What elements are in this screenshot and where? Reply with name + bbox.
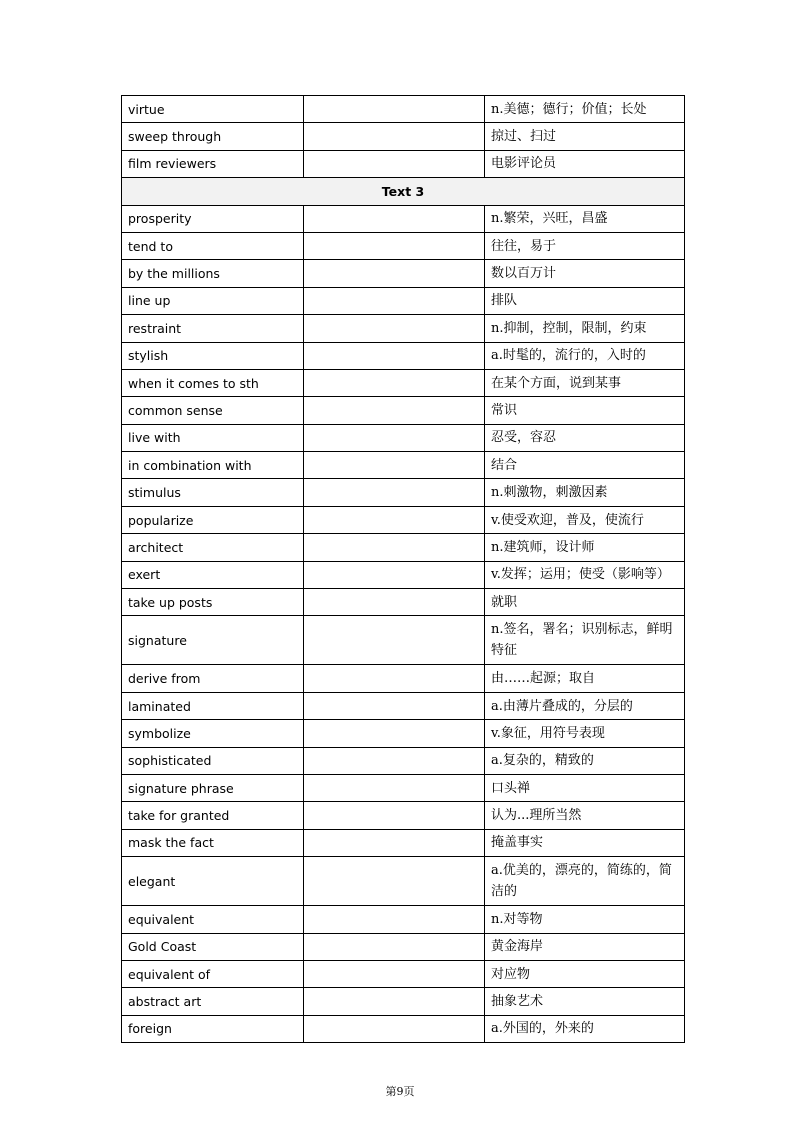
chinese-definition: n.刺激物，刺激因素 [485,479,685,506]
english-term: laminated [122,692,304,719]
blank-cell [304,960,485,987]
blank-cell [304,747,485,774]
table-row [122,96,685,123]
english-term: by the millions [122,260,304,287]
blank-cell [304,397,485,424]
chinese-definition: n.美德；德行；价值；长处 [485,96,685,123]
table-row [122,397,685,424]
chinese-definition: 由……起源；取自 [485,665,685,692]
english-term: sweep through [122,123,304,150]
table-row [122,452,685,479]
blank-cell [304,479,485,506]
table-row [122,774,685,801]
english-term: when it comes to sth [122,369,304,396]
chinese-definition: v.使受欢迎，普及，使流行 [485,506,685,533]
english-term: elegant [122,857,304,906]
blank-cell [304,561,485,588]
table-row [122,906,685,933]
chinese-definition: 数以百万计 [485,260,685,287]
english-term: restraint [122,315,304,342]
english-term: stylish [122,342,304,369]
blank-cell [304,665,485,692]
chinese-definition: n.繁荣，兴旺，昌盛 [485,205,685,232]
blank-cell [304,857,485,906]
english-term: exert [122,561,304,588]
chinese-definition: a.外国的，外来的 [485,1015,685,1042]
blank-cell [304,534,485,561]
table-row [122,616,685,665]
chinese-definition: 就职 [485,589,685,616]
english-term: equivalent of [122,960,304,987]
english-term: symbolize [122,720,304,747]
english-term: common sense [122,397,304,424]
blank-cell [304,906,485,933]
chinese-definition: a.时髦的，流行的，入时的 [485,342,685,369]
english-term: take up posts [122,589,304,616]
english-term: prosperity [122,205,304,232]
blank-cell [304,692,485,719]
chinese-definition: n.建筑师，设计师 [485,534,685,561]
english-term: film reviewers [122,150,304,177]
table-row [122,857,685,906]
table-row [122,747,685,774]
blank-cell [304,232,485,259]
chinese-definition: v.象征，用符号表现 [485,720,685,747]
table-row [122,933,685,960]
vocabulary-table-body [122,96,685,1043]
chinese-definition: n.签名，署名；识别标志，鲜明特征 [485,616,685,665]
english-term: virtue [122,96,304,123]
english-term: architect [122,534,304,561]
blank-cell [304,1015,485,1042]
table-row [122,960,685,987]
english-term: line up [122,287,304,314]
english-term: Gold Coast [122,933,304,960]
chinese-definition: n.抑制，控制，限制，约束 [485,315,685,342]
english-term: foreign [122,1015,304,1042]
blank-cell [304,616,485,665]
chinese-definition: 往往，易于 [485,232,685,259]
english-term: derive from [122,665,304,692]
chinese-definition: a.由薄片叠成的，分层的 [485,692,685,719]
table-row [122,692,685,719]
chinese-definition: 口头禅 [485,774,685,801]
english-term: stimulus [122,479,304,506]
english-term: popularize [122,506,304,533]
table-row [122,802,685,829]
blank-cell [304,205,485,232]
table-row [122,665,685,692]
table-row [122,369,685,396]
blank-cell [304,720,485,747]
english-term: in combination with [122,452,304,479]
table-row [122,561,685,588]
table-row [122,123,685,150]
chinese-definition: v.发挥；运用；使受（影响等） [485,561,685,588]
blank-cell [304,506,485,533]
chinese-definition: a.复杂的，精致的 [485,747,685,774]
table-row [122,342,685,369]
english-term: abstract art [122,988,304,1015]
chinese-definition: 抽象艺术 [485,988,685,1015]
table-row [122,315,685,342]
table-row [122,988,685,1015]
blank-cell [304,150,485,177]
english-term: mask the fact [122,829,304,856]
table-row [122,1015,685,1042]
chinese-definition: 排队 [485,287,685,314]
chinese-definition: n.对等物 [485,906,685,933]
vocabulary-table [121,95,685,1043]
blank-cell [304,774,485,801]
chinese-definition: 掠过、扫过 [485,123,685,150]
table-row [122,150,685,177]
table-row [122,287,685,314]
chinese-definition: a.优美的，漂亮的，简练的，简洁的 [485,857,685,906]
table-row [122,232,685,259]
blank-cell [304,287,485,314]
english-term: equivalent [122,906,304,933]
chinese-definition: 黄金海岸 [485,933,685,960]
blank-cell [304,123,485,150]
table-row [122,424,685,451]
blank-cell [304,369,485,396]
blank-cell [304,802,485,829]
blank-cell [304,829,485,856]
english-term: tend to [122,232,304,259]
blank-cell [304,589,485,616]
english-term: signature phrase [122,774,304,801]
chinese-definition: 在某个方面，说到某事 [485,369,685,396]
english-term: signature [122,616,304,665]
blank-cell [304,424,485,451]
table-row [122,589,685,616]
english-term: live with [122,424,304,451]
blank-cell [304,260,485,287]
chinese-definition: 对应物 [485,960,685,987]
blank-cell [304,933,485,960]
table-row [122,260,685,287]
table-row [122,829,685,856]
chinese-definition: 结合 [485,452,685,479]
table-row [122,534,685,561]
table-row [122,205,685,232]
english-term: sophisticated [122,747,304,774]
english-term: take for granted [122,802,304,829]
table-row [122,720,685,747]
blank-cell [304,96,485,123]
page-number: 第9页 [385,1085,415,1098]
section-title: Text 3 [122,178,685,205]
chinese-definition: 电影评论员 [485,150,685,177]
chinese-definition: 掩盖事实 [485,829,685,856]
chinese-definition: 认为...理所当然 [485,802,685,829]
table-row [122,479,685,506]
blank-cell [304,315,485,342]
blank-cell [304,452,485,479]
table-row [122,506,685,533]
blank-cell [304,988,485,1015]
chinese-definition: 常识 [485,397,685,424]
chinese-definition: 忍受，容忍 [485,424,685,451]
blank-cell [304,342,485,369]
section-header-row [122,178,685,205]
